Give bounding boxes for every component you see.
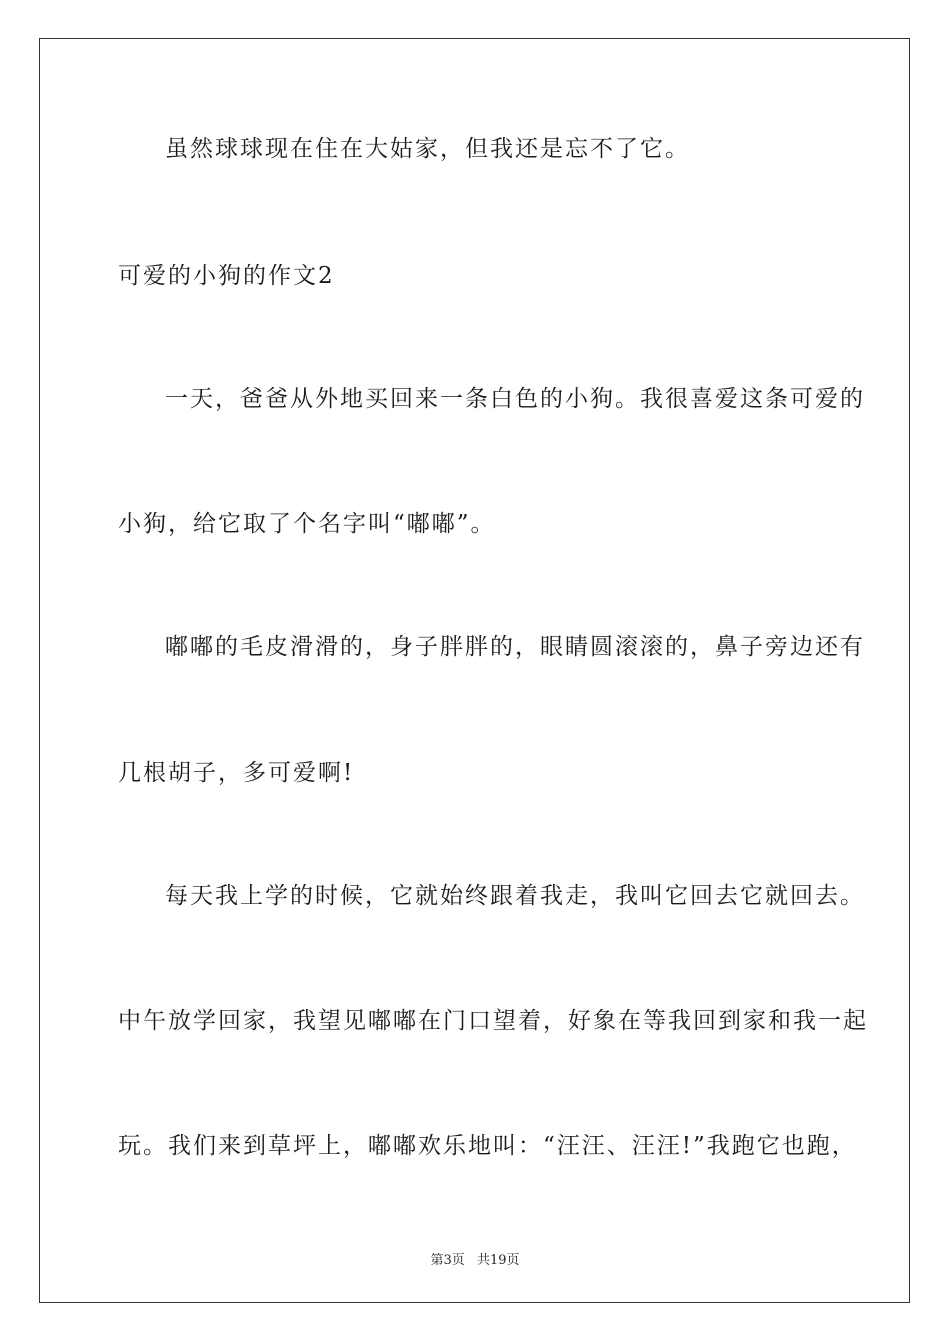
page-frame [39,38,910,1303]
paragraph-line: 几根胡子，多可爱啊! [118,760,355,786]
page-number: 第3页 [430,1253,465,1268]
paragraph-line: 一天，爸爸从外地买回来一条白色的小狗。我很喜爱这条可爱的 [165,386,865,412]
paragraph-line: 中午放学回家，我望见嘟嘟在门口望着，好象在等我回到家和我一起 [118,1008,868,1034]
section-title: 可爱的小狗的作文2 [118,263,335,289]
paragraph-line: 小狗，给它取了个名字叫“嘟嘟”。 [118,511,496,537]
page-total: 共19页 [476,1253,520,1268]
paragraph-line: 玩。我们来到草坪上，嘟嘟欢乐地叫：“汪汪、汪汪!”我跑它也跑， [118,1133,857,1159]
paragraph-line: 虽然球球现在住在大姑家，但我还是忘不了它。 [165,136,690,162]
paragraph-line: 每天我上学的时候，它就始终跟着我走，我叫它回去它就回去。 [165,883,865,909]
page-footer [0,1249,950,1268]
paragraph-line: 嘟嘟的毛皮滑滑的，身子胖胖的，眼睛圆滚滚的，鼻子旁边还有 [165,634,865,660]
